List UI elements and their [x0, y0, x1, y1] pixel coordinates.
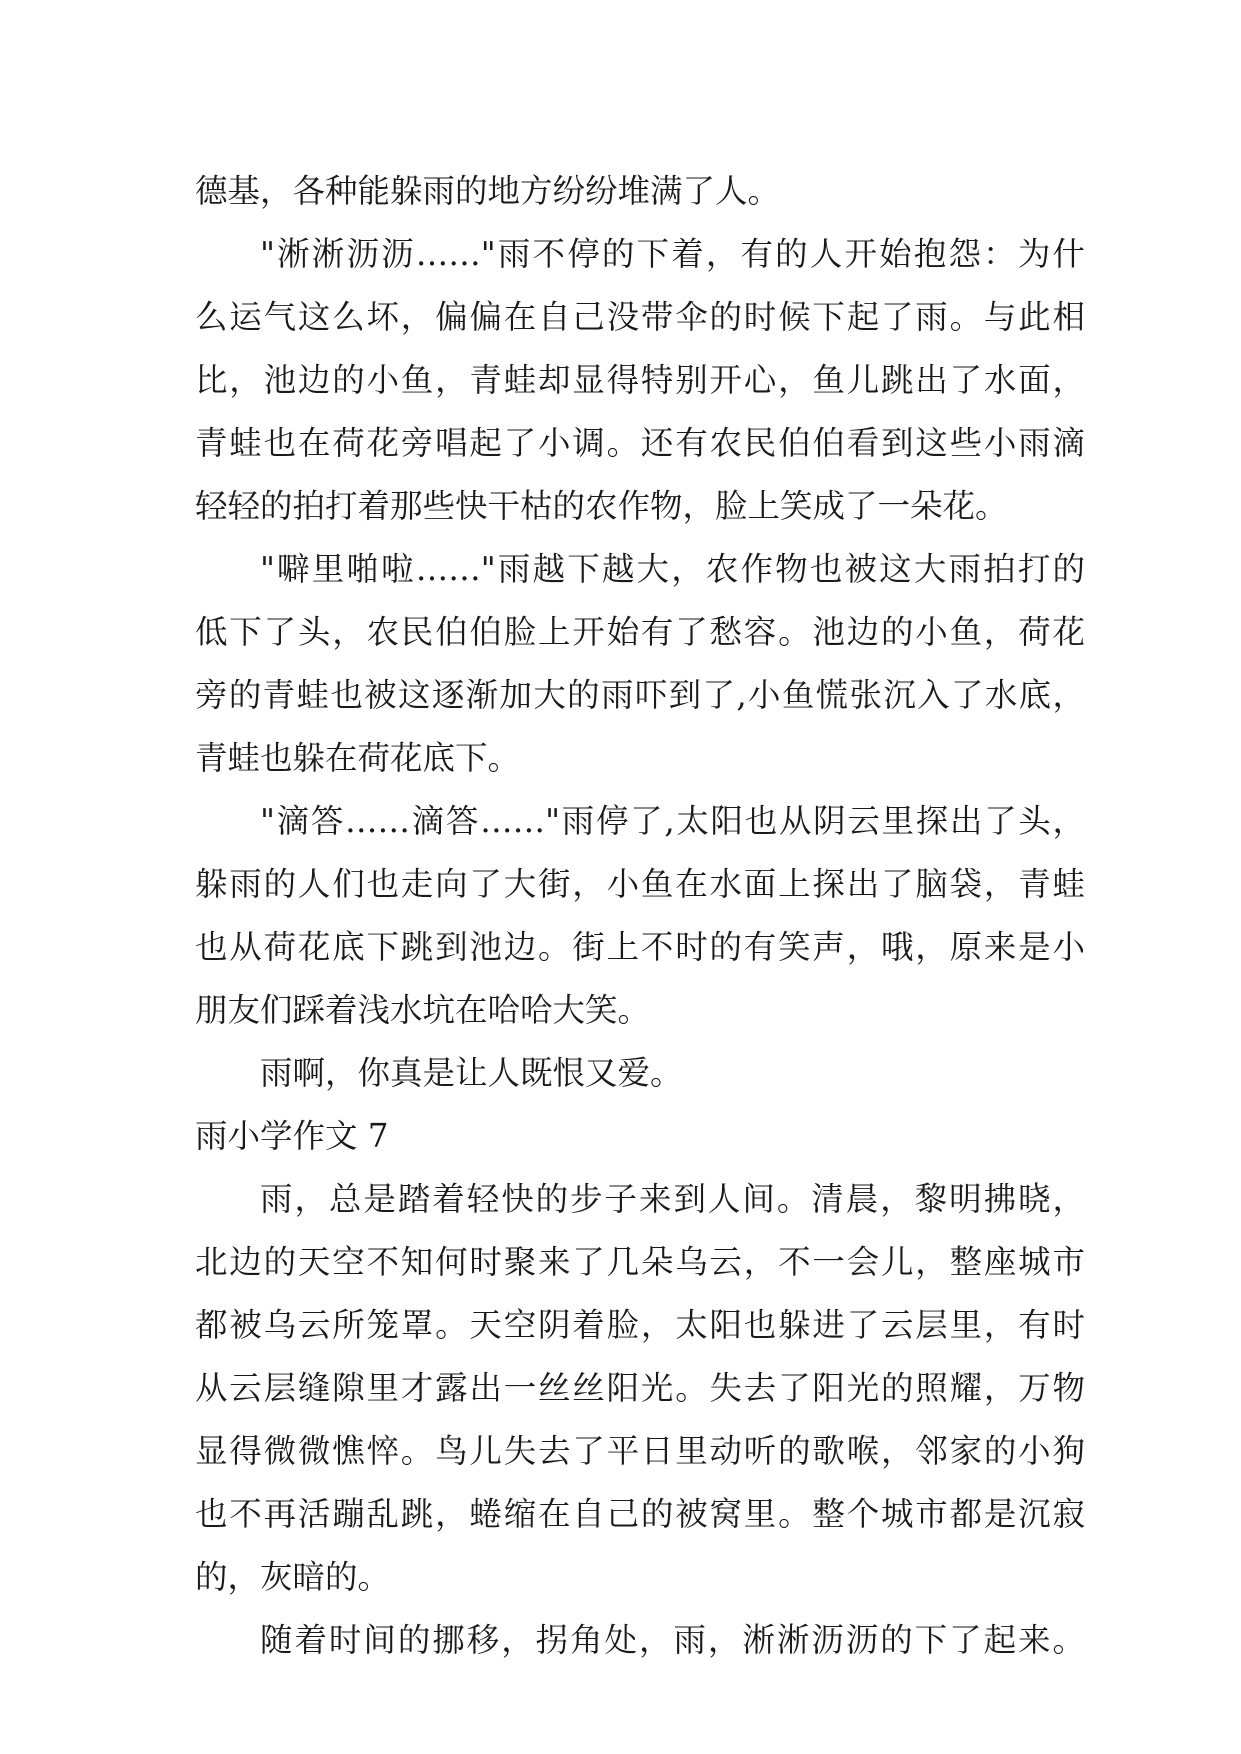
text-line: 青蛙也在荷花旁唱起了小调。还有农民伯伯看到这些小雨滴	[195, 424, 1085, 462]
paragraph-first-line: 雨，总是踏着轻快的步子来到人间。清晨，黎明拂晓，	[260, 1180, 1085, 1218]
text-line: 比，池边的小鱼，青蛙却显得特别开心，鱼儿跳出了水面，	[195, 361, 1085, 399]
text-line: 低下了头，农民伯伯脸上开始有了愁容。池边的小鱼，荷花	[195, 613, 1085, 651]
paragraph-first-line: "噼里啪啦……"雨越下越大，农作物也被这大雨拍打的	[260, 550, 1085, 588]
text-line: 也从荷花底下跳到池边。街上不时的有笑声，哦，原来是小	[195, 928, 1085, 966]
text-line: 么运气这么坏，偏偏在自己没带伞的时候下起了雨。与此相	[195, 298, 1085, 336]
text-line: 轻轻的拍打着那些快干枯的农作物，脸上笑成了一朵花。	[195, 487, 1008, 525]
text-line: 也不再活蹦乱跳，蜷缩在自己的被窝里。整个城市都是沉寂	[195, 1495, 1085, 1533]
text-line: 旁的青蛙也被这逐渐加大的雨吓到了,小鱼慌张沉入了水底，	[195, 676, 1085, 714]
text-line: 都被乌云所笼罩。天空阴着脸，太阳也躲进了云层里，有时	[195, 1306, 1085, 1344]
text-line: 德基，各种能躲雨的地方纷纷堆满了人。	[195, 172, 781, 210]
paragraph-first-line: 随着时间的挪移，拐角处，雨，淅淅沥沥的下了起来。	[260, 1621, 1085, 1659]
text-line: 朋友们踩着浅水坑在哈哈大笑。	[195, 991, 651, 1029]
text-line: 躲雨的人们也走向了大街，小鱼在水面上探出了脑袋，青蛙	[195, 865, 1085, 903]
text-line: 的，灰暗的。	[195, 1558, 391, 1596]
text-line: 从云层缝隙里才露出一丝丝阳光。失去了阳光的照耀，万物	[195, 1369, 1085, 1407]
paragraph-first-line: "滴答……滴答……"雨停了,太阳也从阴云里探出了头，	[260, 802, 1085, 840]
text-line: 北边的天空不知何时聚来了几朵乌云，不一会儿，整座城市	[195, 1243, 1085, 1281]
text-line: 青蛙也躲在荷花底下。	[195, 739, 521, 777]
text-line: 显得微微憔悴。鸟儿失去了平日里动听的歌喉，邻家的小狗	[195, 1432, 1085, 1470]
section-heading: 雨小学作文 7	[195, 1117, 389, 1155]
paragraph-first-line: "淅淅沥沥……"雨不停的下着，有的人开始抱怨：为什	[260, 235, 1085, 273]
document-body	[195, 160, 1085, 1672]
paragraph-first-line: 雨啊，你真是让人既恨又爱。	[260, 1054, 683, 1092]
